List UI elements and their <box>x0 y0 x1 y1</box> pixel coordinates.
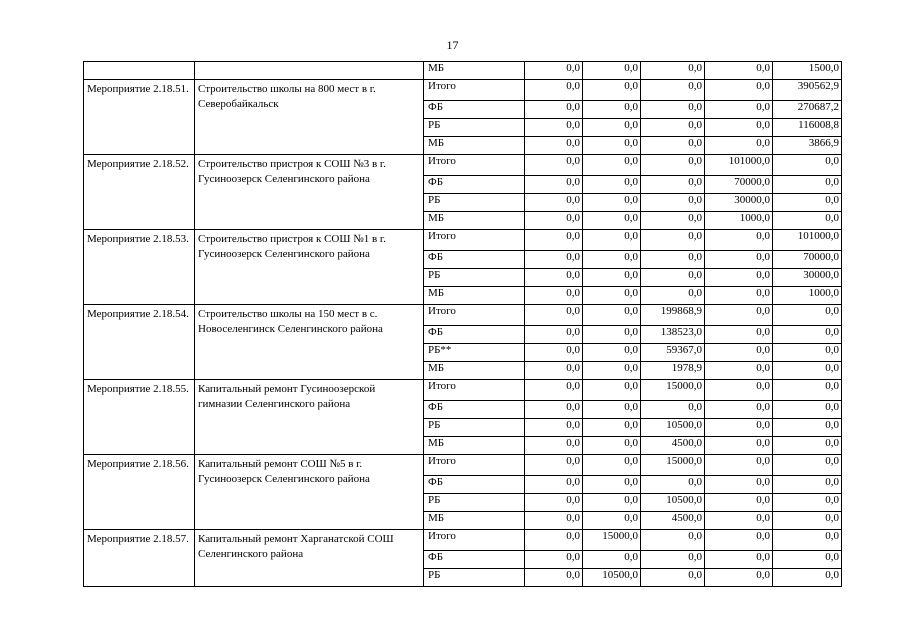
value-cell: 0,0 <box>705 455 773 476</box>
page-number: 17 <box>446 38 459 52</box>
value-cell: 0,0 <box>705 62 773 80</box>
value-cell: 0,0 <box>583 305 641 326</box>
value-cell: 0,0 <box>583 455 641 476</box>
value-cell: 0,0 <box>705 530 773 551</box>
value-cell: 0,0 <box>641 530 705 551</box>
table-row <box>84 62 842 80</box>
value-cell: 0,0 <box>525 80 583 101</box>
value-cell: 0,0 <box>705 326 773 344</box>
measure-description: Строительство пристроя к СОШ №3 в г. Гусиноозерск Селенгинского района <box>195 155 424 230</box>
value-cell: 0,0 <box>525 551 583 569</box>
table-row <box>84 305 842 326</box>
value-cell: 0,0 <box>773 401 842 419</box>
value-cell: 0,0 <box>773 530 842 551</box>
value-cell: 0,0 <box>583 512 641 530</box>
value-cell: 0,0 <box>525 530 583 551</box>
value-cell: 0,0 <box>773 362 842 380</box>
value-cell: 0,0 <box>525 251 583 269</box>
measure-description: Капитальный ремонт СОШ №5 в г. Гусиноозерск Селенгинского района <box>195 455 424 530</box>
value-cell: 0,0 <box>583 494 641 512</box>
funding-source: Итого <box>424 230 525 251</box>
value-cell: 0,0 <box>773 326 842 344</box>
value-cell: 0,0 <box>705 344 773 362</box>
value-cell: 0,0 <box>583 176 641 194</box>
value-cell: 0,0 <box>525 194 583 212</box>
value-cell: 101000,0 <box>773 230 842 251</box>
measure-description: Строительство пристроя к СОШ №1 в г. Гусиноозерск Селенгинского района <box>195 230 424 305</box>
value-cell: 15000,0 <box>583 530 641 551</box>
value-cell: 0,0 <box>525 176 583 194</box>
value-cell: 0,0 <box>525 230 583 251</box>
value-cell: 0,0 <box>773 194 842 212</box>
value-cell: 0,0 <box>525 137 583 155</box>
value-cell: 0,0 <box>705 251 773 269</box>
measure-name: Мероприятие 2.18.51. <box>84 80 195 155</box>
funding-source: Итого <box>424 455 525 476</box>
measure-name: Мероприятие 2.18.55. <box>84 380 195 455</box>
funding-table <box>83 61 842 587</box>
value-cell: 10500,0 <box>583 569 641 587</box>
funding-source: РБ <box>424 194 525 212</box>
value-cell: 0,0 <box>705 569 773 587</box>
value-cell: 0,0 <box>525 287 583 305</box>
funding-table-body <box>84 62 842 587</box>
table-row <box>84 380 842 401</box>
funding-source: Итого <box>424 80 525 101</box>
value-cell: 0,0 <box>705 119 773 137</box>
funding-source: ФБ <box>424 101 525 119</box>
value-cell: 0,0 <box>773 305 842 326</box>
value-cell: 0,0 <box>641 401 705 419</box>
value-cell: 0,0 <box>583 194 641 212</box>
funding-source: ФБ <box>424 476 525 494</box>
value-cell: 0,0 <box>705 269 773 287</box>
value-cell: 0,0 <box>583 212 641 230</box>
funding-source: Итого <box>424 155 525 176</box>
funding-source: МБ <box>424 212 525 230</box>
funding-source: МБ <box>424 437 525 455</box>
value-cell: 0,0 <box>525 269 583 287</box>
value-cell: 0,0 <box>641 569 705 587</box>
value-cell: 0,0 <box>705 437 773 455</box>
funding-source: Итого <box>424 380 525 401</box>
funding-source: ФБ <box>424 251 525 269</box>
value-cell: 116008,8 <box>773 119 842 137</box>
value-cell: 0,0 <box>641 212 705 230</box>
value-cell: 0,0 <box>705 419 773 437</box>
value-cell: 0,0 <box>583 401 641 419</box>
value-cell: 0,0 <box>773 455 842 476</box>
value-cell: 0,0 <box>525 344 583 362</box>
value-cell: 15000,0 <box>641 455 705 476</box>
value-cell: 0,0 <box>583 362 641 380</box>
value-cell: 0,0 <box>525 512 583 530</box>
value-cell: 30000,0 <box>773 269 842 287</box>
measure-name: Мероприятие 2.18.57. <box>84 530 195 587</box>
funding-source: РБ <box>424 569 525 587</box>
value-cell: 0,0 <box>773 176 842 194</box>
value-cell: 0,0 <box>705 230 773 251</box>
value-cell: 0,0 <box>583 62 641 80</box>
value-cell: 0,0 <box>773 419 842 437</box>
funding-source: Итого <box>424 530 525 551</box>
value-cell: 0,0 <box>641 80 705 101</box>
value-cell: 0,0 <box>525 326 583 344</box>
value-cell: 30000,0 <box>705 194 773 212</box>
value-cell: 3866,9 <box>773 137 842 155</box>
value-cell: 1000,0 <box>705 212 773 230</box>
table-row <box>84 80 842 101</box>
value-cell: 0,0 <box>525 419 583 437</box>
funding-source: РБ <box>424 119 525 137</box>
value-cell: 0,0 <box>583 344 641 362</box>
funding-source: РБ <box>424 494 525 512</box>
funding-source: ФБ <box>424 176 525 194</box>
funding-source: МБ <box>424 512 525 530</box>
value-cell: 0,0 <box>525 455 583 476</box>
value-cell: 0,0 <box>583 119 641 137</box>
value-cell: 270687,2 <box>773 101 842 119</box>
funding-source: РБ <box>424 419 525 437</box>
value-cell: 70000,0 <box>773 251 842 269</box>
value-cell: 0,0 <box>525 305 583 326</box>
value-cell: 0,0 <box>705 380 773 401</box>
measure-description: Строительство школы на 800 мест в г. Северобайкальск <box>195 80 424 155</box>
funding-source: РБ <box>424 269 525 287</box>
value-cell: 1000,0 <box>773 287 842 305</box>
value-cell: 0,0 <box>583 419 641 437</box>
value-cell: 101000,0 <box>705 155 773 176</box>
measure-description: Строительство школы на 150 мест в с. Новоселенгинск Селенгинского района <box>195 305 424 380</box>
value-cell: 0,0 <box>773 380 842 401</box>
value-cell: 0,0 <box>705 305 773 326</box>
value-cell: 0,0 <box>773 494 842 512</box>
value-cell: 199868,9 <box>641 305 705 326</box>
value-cell: 0,0 <box>583 137 641 155</box>
value-cell: 0,0 <box>583 230 641 251</box>
value-cell: 0,0 <box>773 212 842 230</box>
value-cell: 4500,0 <box>641 437 705 455</box>
funding-source: ФБ <box>424 326 525 344</box>
value-cell: 4500,0 <box>641 512 705 530</box>
value-cell: 10500,0 <box>641 494 705 512</box>
funding-source: ФБ <box>424 551 525 569</box>
value-cell: 0,0 <box>525 437 583 455</box>
value-cell: 0,0 <box>641 137 705 155</box>
value-cell: 0,0 <box>641 119 705 137</box>
value-cell: 0,0 <box>641 230 705 251</box>
value-cell: 0,0 <box>525 101 583 119</box>
value-cell: 0,0 <box>525 119 583 137</box>
value-cell: 59367,0 <box>641 344 705 362</box>
value-cell: 0,0 <box>641 194 705 212</box>
value-cell: 0,0 <box>525 362 583 380</box>
value-cell: 0,0 <box>583 476 641 494</box>
value-cell: 0,0 <box>641 251 705 269</box>
measure-description: Капитальный ремонт Гусиноозерской гимназии Селенгинского района <box>195 380 424 455</box>
value-cell: 390562,9 <box>773 80 842 101</box>
value-cell: 0,0 <box>773 551 842 569</box>
value-cell: 0,0 <box>525 494 583 512</box>
value-cell: 0,0 <box>705 137 773 155</box>
value-cell: 0,0 <box>583 551 641 569</box>
value-cell: 0,0 <box>583 80 641 101</box>
value-cell: 0,0 <box>705 551 773 569</box>
value-cell: 0,0 <box>583 155 641 176</box>
value-cell: 0,0 <box>525 476 583 494</box>
table-row <box>84 230 842 251</box>
funding-source: ФБ <box>424 401 525 419</box>
value-cell: 0,0 <box>705 401 773 419</box>
value-cell: 0,0 <box>773 437 842 455</box>
empty-cell <box>84 62 195 80</box>
funding-source: РБ** <box>424 344 525 362</box>
value-cell: 138523,0 <box>641 326 705 344</box>
value-cell: 0,0 <box>705 80 773 101</box>
measure-name: Мероприятие 2.18.53. <box>84 230 195 305</box>
funding-source: МБ <box>424 362 525 380</box>
value-cell: 70000,0 <box>705 176 773 194</box>
measure-description: Капитальный ремонт Харганатской СОШ Селенгинского района <box>195 530 424 587</box>
value-cell: 0,0 <box>705 476 773 494</box>
value-cell: 0,0 <box>773 476 842 494</box>
value-cell: 0,0 <box>525 401 583 419</box>
funding-source: МБ <box>424 137 525 155</box>
funding-source: МБ <box>424 62 525 80</box>
value-cell: 0,0 <box>773 512 842 530</box>
value-cell: 0,0 <box>705 362 773 380</box>
empty-cell <box>195 62 424 80</box>
value-cell: 0,0 <box>641 62 705 80</box>
value-cell: 0,0 <box>583 326 641 344</box>
funding-source: МБ <box>424 287 525 305</box>
value-cell: 0,0 <box>525 155 583 176</box>
funding-source: Итого <box>424 305 525 326</box>
value-cell: 0,0 <box>641 476 705 494</box>
measure-name: Мероприятие 2.18.56. <box>84 455 195 530</box>
value-cell: 0,0 <box>583 101 641 119</box>
value-cell: 0,0 <box>705 287 773 305</box>
value-cell: 1500,0 <box>773 62 842 80</box>
measure-name: Мероприятие 2.18.52. <box>84 155 195 230</box>
value-cell: 0,0 <box>583 380 641 401</box>
table-row <box>84 455 842 476</box>
value-cell: 0,0 <box>705 101 773 119</box>
value-cell: 0,0 <box>525 212 583 230</box>
value-cell: 0,0 <box>773 155 842 176</box>
measure-name: Мероприятие 2.18.54. <box>84 305 195 380</box>
table-row <box>84 155 842 176</box>
value-cell: 0,0 <box>773 569 842 587</box>
value-cell: 10500,0 <box>641 419 705 437</box>
value-cell: 0,0 <box>773 344 842 362</box>
table-row <box>84 530 842 551</box>
value-cell: 0,0 <box>641 551 705 569</box>
value-cell: 0,0 <box>705 494 773 512</box>
value-cell: 0,0 <box>525 569 583 587</box>
value-cell: 0,0 <box>641 176 705 194</box>
value-cell: 0,0 <box>641 101 705 119</box>
value-cell: 0,0 <box>641 155 705 176</box>
value-cell: 0,0 <box>641 287 705 305</box>
value-cell: 0,0 <box>583 287 641 305</box>
value-cell: 1978,9 <box>641 362 705 380</box>
value-cell: 0,0 <box>525 62 583 80</box>
value-cell: 0,0 <box>583 437 641 455</box>
value-cell: 0,0 <box>641 269 705 287</box>
value-cell: 0,0 <box>583 251 641 269</box>
value-cell: 0,0 <box>525 380 583 401</box>
value-cell: 0,0 <box>583 269 641 287</box>
value-cell: 0,0 <box>705 512 773 530</box>
value-cell: 15000,0 <box>641 380 705 401</box>
